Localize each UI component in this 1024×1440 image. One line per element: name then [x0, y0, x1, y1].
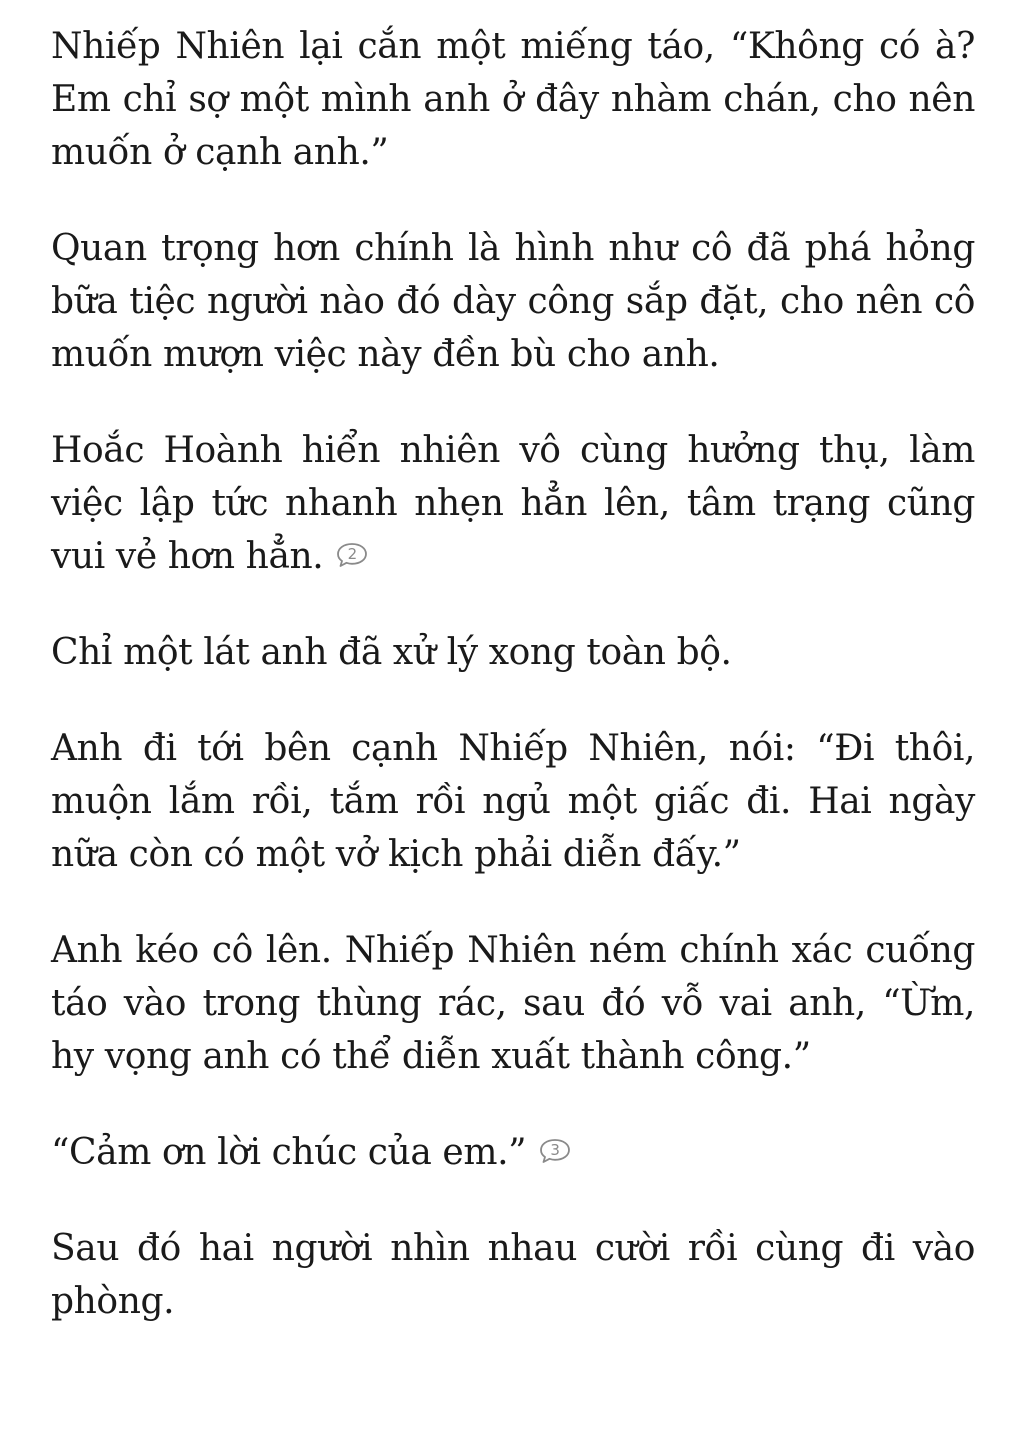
comment-count: 3 — [550, 1141, 560, 1159]
paragraph-5 — [51, 722, 975, 881]
paragraph-text: Chỉ một lát anh đã xử lý xong toàn bộ. — [51, 632, 732, 673]
paragraph-text: Sau đó hai người nhìn nhau cười rồi cùng đi vào phòng. — [51, 1228, 975, 1322]
paragraph-7 — [51, 1126, 975, 1179]
paragraph-8 — [51, 1222, 975, 1328]
paragraph-3 — [51, 424, 975, 583]
paragraph-text: “Cảm ơn lời chúc của em.” — [51, 1132, 527, 1173]
comment-bubble-icon[interactable] — [538, 1138, 572, 1164]
paragraph-1 — [51, 20, 975, 179]
paragraph-text: Anh kéo cô lên. Nhiếp Nhiên ném chính xác cuống táo vào trong thùng rác, sau đó vỗ vai anh, “Ừm, hy vọng anh có thể diễn xuất thành công.” — [51, 930, 975, 1077]
paragraph-2 — [51, 222, 975, 381]
comment-bubble-icon[interactable] — [335, 542, 369, 568]
paragraph-4 — [51, 626, 975, 679]
reader-content — [51, 20, 975, 1371]
paragraph-text: Nhiếp Nhiên lại cắn một miếng táo, “Không có à? Em chỉ sợ một mình anh ở đây nhàm chán, cho nên muốn ở cạnh anh.” — [51, 26, 975, 173]
paragraph-text: Quan trọng hơn chính là hình như cô đã phá hỏng bữa tiệc người nào đó dày công sắp đặt, cho nên cô muốn mượn việc này đền bù cho anh. — [51, 228, 975, 375]
comment-count: 2 — [347, 545, 358, 563]
paragraph-text: Anh đi tới bên cạnh Nhiếp Nhiên, nói: “Đi thôi, muộn lắm rồi, tắm rồi ngủ một giấc đi. Hai ngày nữa còn có một vở kịch phải diễn đấy.” — [51, 728, 975, 875]
paragraph-6 — [51, 924, 975, 1083]
paragraph-text: Hoắc Hoành hiển nhiên vô cùng hưởng thụ, làm việc lập tức nhanh nhẹn hẳn lên, tâm trạng cũng vui vẻ hơn hẳn. — [51, 430, 975, 577]
